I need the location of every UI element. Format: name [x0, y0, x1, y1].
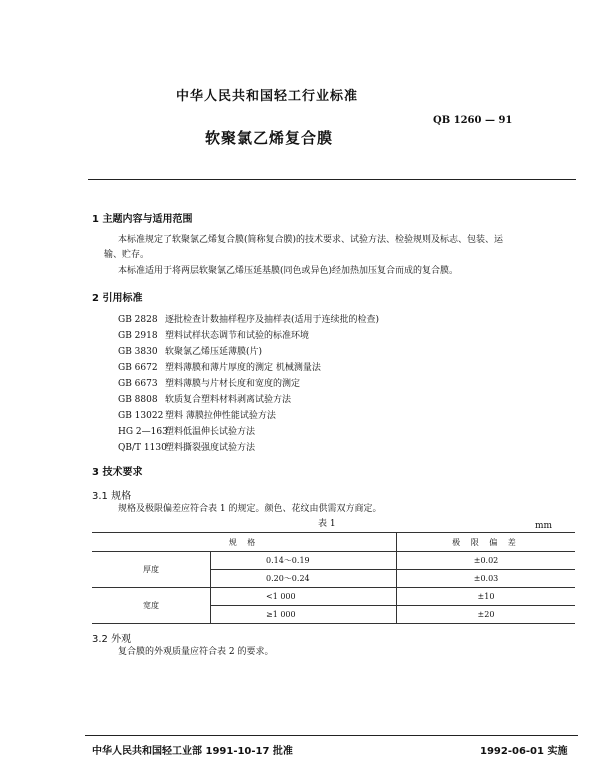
table-cell-deviation: ±0.03 [397, 570, 576, 588]
footer-divider [85, 735, 578, 736]
table-group-label: 厚度 [92, 552, 211, 588]
implementation-date: 1992-06-01 实施 [480, 746, 568, 757]
table-cell-spec: 0.20～0.24 [211, 570, 397, 588]
standard-code: QB 1260 — 91 [433, 115, 513, 126]
table-header-row [92, 533, 575, 552]
section-3-2-heading: 3.2 外观 [92, 634, 132, 645]
table-row [92, 552, 575, 570]
section-2-heading: 2 引用标准 [92, 293, 143, 304]
issuing-body-title: 中华人民共和国轻工行业标准 [176, 89, 359, 104]
reference-item: GB 2918 塑料试样状态调节和试验的标准环境 [118, 331, 310, 341]
reference-item: HG 2—163 塑料低温伸长试验方法 [118, 427, 256, 437]
section-3-heading: 3 技术要求 [92, 467, 143, 478]
table-cell-deviation: ±0.02 [397, 552, 576, 570]
section-3-1-heading: 3.1 规格 [92, 491, 132, 502]
reference-item: GB 8808 软质复合塑料材料剥离试验方法 [118, 395, 292, 405]
reference-item: GB 6672 塑料薄膜和薄片厚度的测定 机械测量法 [118, 363, 321, 373]
section-3-1-text: 规格及极限偏差应符合表 1 的规定。颜色、花纹由供需双方商定。 [118, 504, 382, 514]
section-1-para-1-line-2: 输、贮存。 [104, 250, 150, 260]
document-title: 软聚氯乙烯复合膜 [205, 129, 334, 147]
header-divider [88, 179, 576, 180]
table-1-caption: 表 1 [318, 519, 336, 529]
table-row [92, 588, 575, 606]
section-1-para-1-line-1: 本标准规定了软聚氯乙烯复合膜(简称复合膜)的技术要求、试验方法、检验规则及标志、包装、运 [118, 235, 504, 245]
table-header-deviation: 极 限 偏 差 [397, 533, 576, 552]
reference-item: GB 2828 逐批检查计数抽样程序及抽样表(适用于连续批的检查) [118, 315, 380, 325]
table-group-label: 宽度 [92, 588, 211, 624]
reference-item: QB/T 1130 塑料撕裂强度试验方法 [118, 443, 256, 453]
section-1-para-2: 本标准适用于将两层软聚氯乙烯压延基膜(同色或异色)经加热加压复合而成的复合膜。 [118, 266, 459, 276]
table-1 [92, 532, 575, 624]
reference-list [118, 312, 379, 456]
table-1-unit: mm [535, 521, 553, 531]
table-cell-spec: 0.14～0.19 [211, 552, 397, 570]
approval-line: 中华人民共和国轻工业部 1991-10-17 批准 [92, 746, 293, 757]
reference-item: GB 13022 塑料 薄膜拉伸性能试验方法 [118, 411, 276, 421]
table-cell-deviation: ±10 [397, 588, 576, 606]
table-cell-spec: <1 000 [211, 588, 397, 606]
section-3-2-text: 复合膜的外观质量应符合表 2 的要求。 [118, 647, 274, 657]
reference-item: GB 6673 塑料薄膜与片材长度和宽度的测定 [118, 379, 301, 389]
table-cell-spec: ≥1 000 [211, 606, 397, 624]
table-cell-deviation: ±20 [397, 606, 576, 624]
section-1-heading: 1 主题内容与适用范围 [92, 214, 193, 225]
table-header-spec: 规 格 [92, 533, 397, 552]
reference-item: GB 3830 软聚氯乙烯压延薄膜(片) [118, 347, 263, 357]
